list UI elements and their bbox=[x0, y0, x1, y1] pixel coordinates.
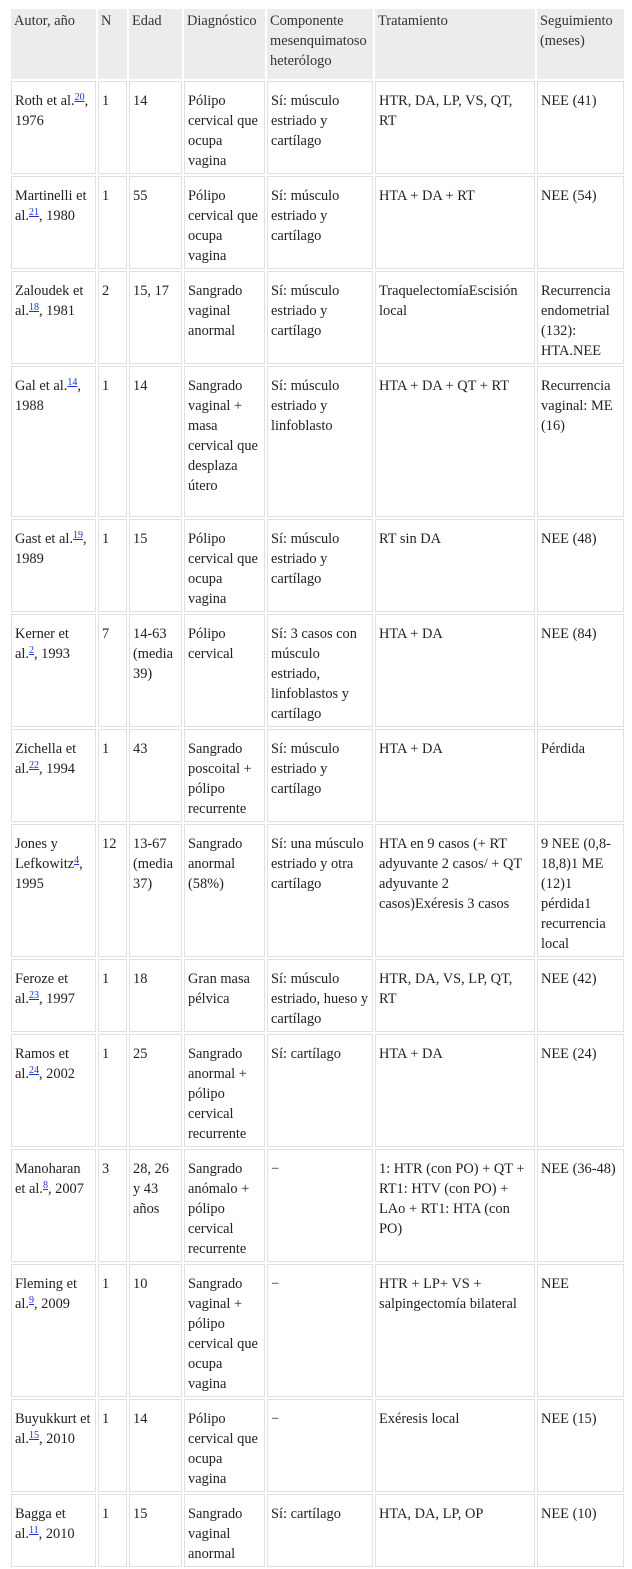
age-cell: 55 bbox=[129, 176, 182, 269]
followup-cell: NEE (84) bbox=[537, 614, 624, 727]
treatment-cell: HTA + DA + RT bbox=[375, 176, 535, 269]
author-year: , 1997 bbox=[38, 991, 75, 1007]
author-name: Zichella et al. bbox=[15, 741, 77, 777]
table-row bbox=[11, 614, 624, 727]
author-cell bbox=[11, 366, 96, 517]
followup-cell: NEE (10) bbox=[537, 1494, 624, 1567]
age-cell: 43 bbox=[129, 729, 182, 822]
author-cell bbox=[11, 1264, 96, 1397]
treatment-cell: HTA en 9 casos (+ RT adyuvante 2 casos/ + QT adyuvante 2 casos)Exéresis 3 casos bbox=[375, 824, 535, 957]
author-cell bbox=[11, 959, 96, 1032]
n-cell: 3 bbox=[98, 1149, 127, 1262]
reference-link[interactable]: 24 bbox=[28, 1065, 39, 1076]
treatment-cell: HTA + DA bbox=[375, 614, 535, 727]
reference-link[interactable]: 4 bbox=[74, 855, 80, 866]
author-year: , 1995 bbox=[15, 856, 83, 892]
followup-cell: NEE (15) bbox=[537, 1399, 624, 1492]
table-row bbox=[11, 519, 624, 612]
followup-cell: Pérdida bbox=[537, 729, 624, 822]
author-year: , 1994 bbox=[38, 761, 75, 777]
author-year: , 2010 bbox=[38, 1431, 75, 1447]
mesenchymal-cell: Sí: músculo estriado y linfoblasto bbox=[267, 366, 373, 517]
author-name: Gal et al. bbox=[15, 378, 68, 394]
author-cell bbox=[11, 1149, 96, 1262]
diagnosis-cell: Sangrado anómalo + pólipo cervical recurrente bbox=[184, 1149, 265, 1262]
diagnosis-cell: Pólipo cervical que ocupa vagina bbox=[184, 176, 265, 269]
followup-cell: NEE (42) bbox=[537, 959, 624, 1032]
diagnosis-cell: Pólipo cervical que ocupa vagina bbox=[184, 1399, 265, 1492]
table-row bbox=[11, 824, 624, 957]
author-year: , 2010 bbox=[38, 1526, 75, 1542]
diagnosis-cell: Sangrado vaginal anormal bbox=[184, 1494, 265, 1567]
age-cell: 14 bbox=[129, 1399, 182, 1492]
treatment-cell: Exéresis local bbox=[375, 1399, 535, 1492]
author-year: , 1981 bbox=[38, 303, 75, 319]
header-mesenchymal: Componente mesenquimatoso heterólogo bbox=[267, 9, 373, 79]
n-cell: 1 bbox=[98, 1264, 127, 1397]
age-cell: 14 bbox=[129, 81, 182, 174]
treatment-cell: HTA + DA + QT + RT bbox=[375, 366, 535, 517]
author-cell bbox=[11, 729, 96, 822]
author-name: Buyukkurt et al. bbox=[15, 1411, 91, 1447]
author-cell bbox=[11, 1399, 96, 1492]
mesenchymal-cell: Sí: músculo estriado y cartílago bbox=[267, 176, 373, 269]
reference-link[interactable]: 19 bbox=[72, 530, 83, 541]
age-cell: 15 bbox=[129, 1494, 182, 1567]
table-row bbox=[11, 176, 624, 269]
author-cell bbox=[11, 1494, 96, 1567]
age-cell: 18 bbox=[129, 959, 182, 1032]
diagnosis-cell: Gran masa pélvica bbox=[184, 959, 265, 1032]
author-year: , 1988 bbox=[15, 378, 81, 414]
mesenchymal-cell: Sí: cartílago bbox=[267, 1034, 373, 1147]
followup-cell: Recurrencia vaginal: ME (16) bbox=[537, 366, 624, 517]
followup-cell: NEE (48) bbox=[537, 519, 624, 612]
author-cell bbox=[11, 824, 96, 957]
followup-cell: NEE bbox=[537, 1264, 624, 1397]
age-cell: 13-67 (media 37) bbox=[129, 824, 182, 957]
diagnosis-cell: Pólipo cervical que ocupa vagina bbox=[184, 81, 265, 174]
followup-cell: NEE (41) bbox=[537, 81, 624, 174]
treatment-cell: RT sin DA bbox=[375, 519, 535, 612]
table-row bbox=[11, 1264, 624, 1397]
reference-link[interactable]: 20 bbox=[74, 92, 85, 103]
mesenchymal-cell: − bbox=[267, 1149, 373, 1262]
diagnosis-cell: Sangrado poscoital + pólipo recurrente bbox=[184, 729, 265, 822]
table-row bbox=[11, 729, 624, 822]
author-name: Manoharan et al. bbox=[15, 1161, 81, 1197]
mesenchymal-cell: − bbox=[267, 1399, 373, 1492]
followup-cell: NEE (24) bbox=[537, 1034, 624, 1147]
diagnosis-cell: Sangrado anormal + pólipo cervical recurrente bbox=[184, 1034, 265, 1147]
n-cell: 1 bbox=[98, 1399, 127, 1492]
mesenchymal-cell: − bbox=[267, 1264, 373, 1397]
treatment-cell: HTR, DA, LP, VS, QT, RT bbox=[375, 81, 535, 174]
treatment-cell: 1: HTR (con PO) + QT + RT1: HTV (con PO) + LAo + RT1: HTA (con PO) bbox=[375, 1149, 535, 1262]
author-cell bbox=[11, 271, 96, 364]
n-cell: 1 bbox=[98, 1034, 127, 1147]
age-cell: 15 bbox=[129, 519, 182, 612]
author-year: , 2007 bbox=[47, 1181, 84, 1197]
table-row bbox=[11, 959, 624, 1032]
treatment-cell: HTA + DA bbox=[375, 1034, 535, 1147]
mesenchymal-cell: Sí: 3 casos con músculo estriado, linfoblastos y cartílago bbox=[267, 614, 373, 727]
diagnosis-cell: Sangrado anormal (58%) bbox=[184, 824, 265, 957]
treatment-cell: TraquelectomíaEscisión local bbox=[375, 271, 535, 364]
n-cell: 1 bbox=[98, 959, 127, 1032]
n-cell: 2 bbox=[98, 271, 127, 364]
author-cell bbox=[11, 614, 96, 727]
reference-link[interactable]: 23 bbox=[28, 990, 39, 1001]
author-name: Jones y Lefkowitz bbox=[15, 836, 75, 872]
n-cell: 1 bbox=[98, 176, 127, 269]
reference-link[interactable]: 22 bbox=[28, 760, 39, 771]
author-year: , 1980 bbox=[38, 208, 75, 224]
treatment-cell: HTR + LP+ VS + salpingectomía bilateral bbox=[375, 1264, 535, 1397]
author-name: Bagga et al. bbox=[15, 1506, 66, 1542]
reference-link[interactable]: 14 bbox=[67, 377, 78, 388]
age-cell: 15, 17 bbox=[129, 271, 182, 364]
mesenchymal-cell: Sí: cartílago bbox=[267, 1494, 373, 1567]
age-cell: 25 bbox=[129, 1034, 182, 1147]
author-name: Roth et al. bbox=[15, 93, 75, 109]
mesenchymal-cell: Sí: músculo estriado y cartílago bbox=[267, 729, 373, 822]
diagnosis-cell: Sangrado vaginal + masa cervical que desplaza útero bbox=[184, 366, 265, 517]
mesenchymal-cell: Sí: músculo estriado y cartílago bbox=[267, 81, 373, 174]
diagnosis-cell: Sangrado vaginal + pólipo cervical que ocupa vagina bbox=[184, 1264, 265, 1397]
author-cell bbox=[11, 176, 96, 269]
author-name: Martinelli et al. bbox=[15, 188, 87, 224]
age-cell: 28, 26 y 43 años bbox=[129, 1149, 182, 1262]
mesenchymal-cell: Sí: músculo estriado, hueso y cartílago bbox=[267, 959, 373, 1032]
case-table bbox=[9, 7, 626, 1569]
n-cell: 1 bbox=[98, 366, 127, 517]
author-year: , 1976 bbox=[15, 93, 89, 129]
n-cell: 1 bbox=[98, 519, 127, 612]
header-n: N bbox=[98, 9, 127, 79]
table-row bbox=[11, 366, 624, 517]
treatment-cell: HTA, DA, LP, OP bbox=[375, 1494, 535, 1567]
table-row bbox=[11, 1034, 624, 1147]
header-treatment: Tratamiento bbox=[375, 9, 535, 79]
header-diagnosis: Diagnóstico bbox=[184, 9, 265, 79]
author-name: Fleming et al. bbox=[15, 1276, 77, 1312]
treatment-cell: HTA + DA bbox=[375, 729, 535, 822]
table-row bbox=[11, 1399, 624, 1492]
author-cell bbox=[11, 1034, 96, 1147]
author-cell bbox=[11, 81, 96, 174]
reference-link[interactable]: 15 bbox=[28, 1430, 39, 1441]
author-name: Gast et al. bbox=[15, 531, 73, 547]
header-author: Autor, año bbox=[11, 9, 96, 79]
table-row bbox=[11, 271, 624, 364]
mesenchymal-cell: Sí: músculo estriado y cartílago bbox=[267, 271, 373, 364]
followup-cell: NEE (36-48) bbox=[537, 1149, 624, 1262]
reference-link[interactable]: 2 bbox=[28, 645, 34, 656]
diagnosis-cell: Sangrado vaginal anormal bbox=[184, 271, 265, 364]
author-year: , 1993 bbox=[33, 646, 70, 662]
age-cell: 14-63 (media 39) bbox=[129, 614, 182, 727]
author-name: Feroze et al. bbox=[15, 971, 69, 1007]
age-cell: 14 bbox=[129, 366, 182, 517]
n-cell: 1 bbox=[98, 1494, 127, 1567]
mesenchymal-cell: Sí: músculo estriado y cartílago bbox=[267, 519, 373, 612]
table-row bbox=[11, 1494, 624, 1567]
diagnosis-cell: Pólipo cervical que ocupa vagina bbox=[184, 519, 265, 612]
author-year: , 2009 bbox=[33, 1296, 70, 1312]
n-cell: 7 bbox=[98, 614, 127, 727]
reference-link[interactable]: 9 bbox=[28, 1295, 34, 1306]
author-year: , 2002 bbox=[38, 1066, 75, 1082]
author-year: , 1989 bbox=[15, 531, 87, 567]
reference-link[interactable]: 8 bbox=[42, 1180, 48, 1191]
header-row bbox=[11, 9, 624, 79]
followup-cell: NEE (54) bbox=[537, 176, 624, 269]
table-row bbox=[11, 81, 624, 174]
author-name: Zaloudek et al. bbox=[15, 283, 84, 319]
reference-link[interactable]: 21 bbox=[28, 207, 39, 218]
header-followup: Seguimiento (meses) bbox=[537, 9, 624, 79]
treatment-cell: HTR, DA, VS, LP, QT, RT bbox=[375, 959, 535, 1032]
author-cell bbox=[11, 519, 96, 612]
n-cell: 1 bbox=[98, 729, 127, 822]
mesenchymal-cell: Sí: una músculo estriado y otra cartílago bbox=[267, 824, 373, 957]
table-row bbox=[11, 1149, 624, 1262]
reference-link[interactable]: 11 bbox=[28, 1525, 39, 1536]
author-name: Ramos et al. bbox=[15, 1046, 69, 1082]
followup-cell: Recurrencia endometrial (132): HTA.NEE bbox=[537, 271, 624, 364]
n-cell: 1 bbox=[98, 81, 127, 174]
author-name: Kerner et al. bbox=[15, 626, 69, 662]
diagnosis-cell: Pólipo cervical bbox=[184, 614, 265, 727]
reference-link[interactable]: 18 bbox=[28, 302, 39, 313]
n-cell: 12 bbox=[98, 824, 127, 957]
age-cell: 10 bbox=[129, 1264, 182, 1397]
header-age: Edad bbox=[129, 9, 182, 79]
followup-cell: 9 NEE (0,8-18,8)1 ME (12)1 pérdida1 recurrencia local bbox=[537, 824, 624, 957]
